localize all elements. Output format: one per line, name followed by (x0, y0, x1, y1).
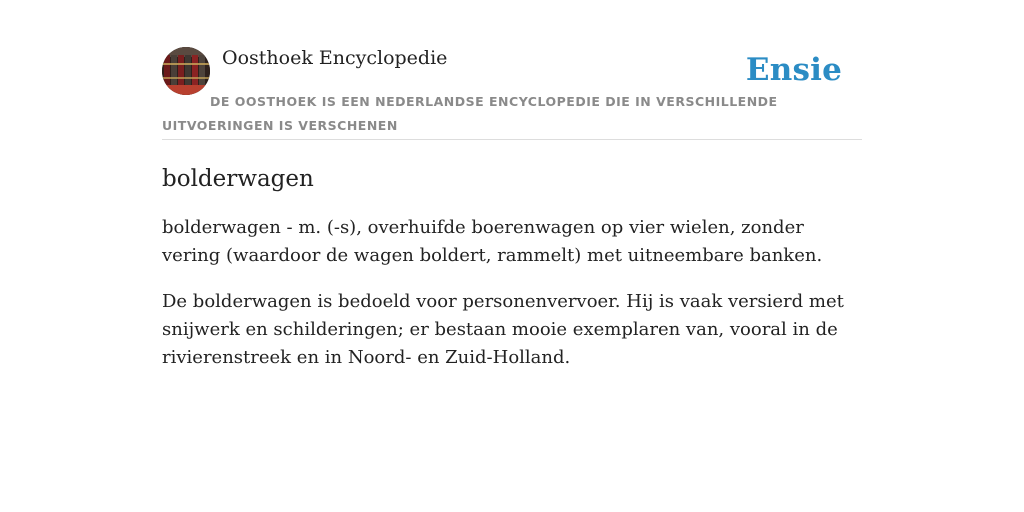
entry-paragraph-1: bolderwagen - m. (-s), overhuifde boerenwagen op vier wielen, zonder vering (waardoor de wagen boldert, rammelt) met uitneembare banken. (162, 217, 823, 266)
site-header (162, 46, 862, 140)
entry-paragraph-2: De bolderwagen is bedoeld voor personenvervoer. Hij is vaak versierd met snijwerk en schilderingen; er bestaan mooie exemplaren van, vooral in de rivierenstreek en in Noord- en Zuid-Holland. (162, 291, 844, 368)
brand-logo[interactable]: Ensie (745, 52, 842, 88)
site-tagline: DE OOSTHOEK IS EEN NEDERLANDSE ENCYCLOPEDIE DIE IN VERSCHILLENDE UITVOERINGEN IS VERSCHENEN (162, 94, 778, 133)
page-container (162, 46, 862, 372)
site-name[interactable]: Oosthoek Encyclopedie (222, 47, 448, 69)
entry-title: bolderwagen (162, 166, 314, 192)
encyclopedia-books-icon[interactable] (162, 47, 210, 95)
